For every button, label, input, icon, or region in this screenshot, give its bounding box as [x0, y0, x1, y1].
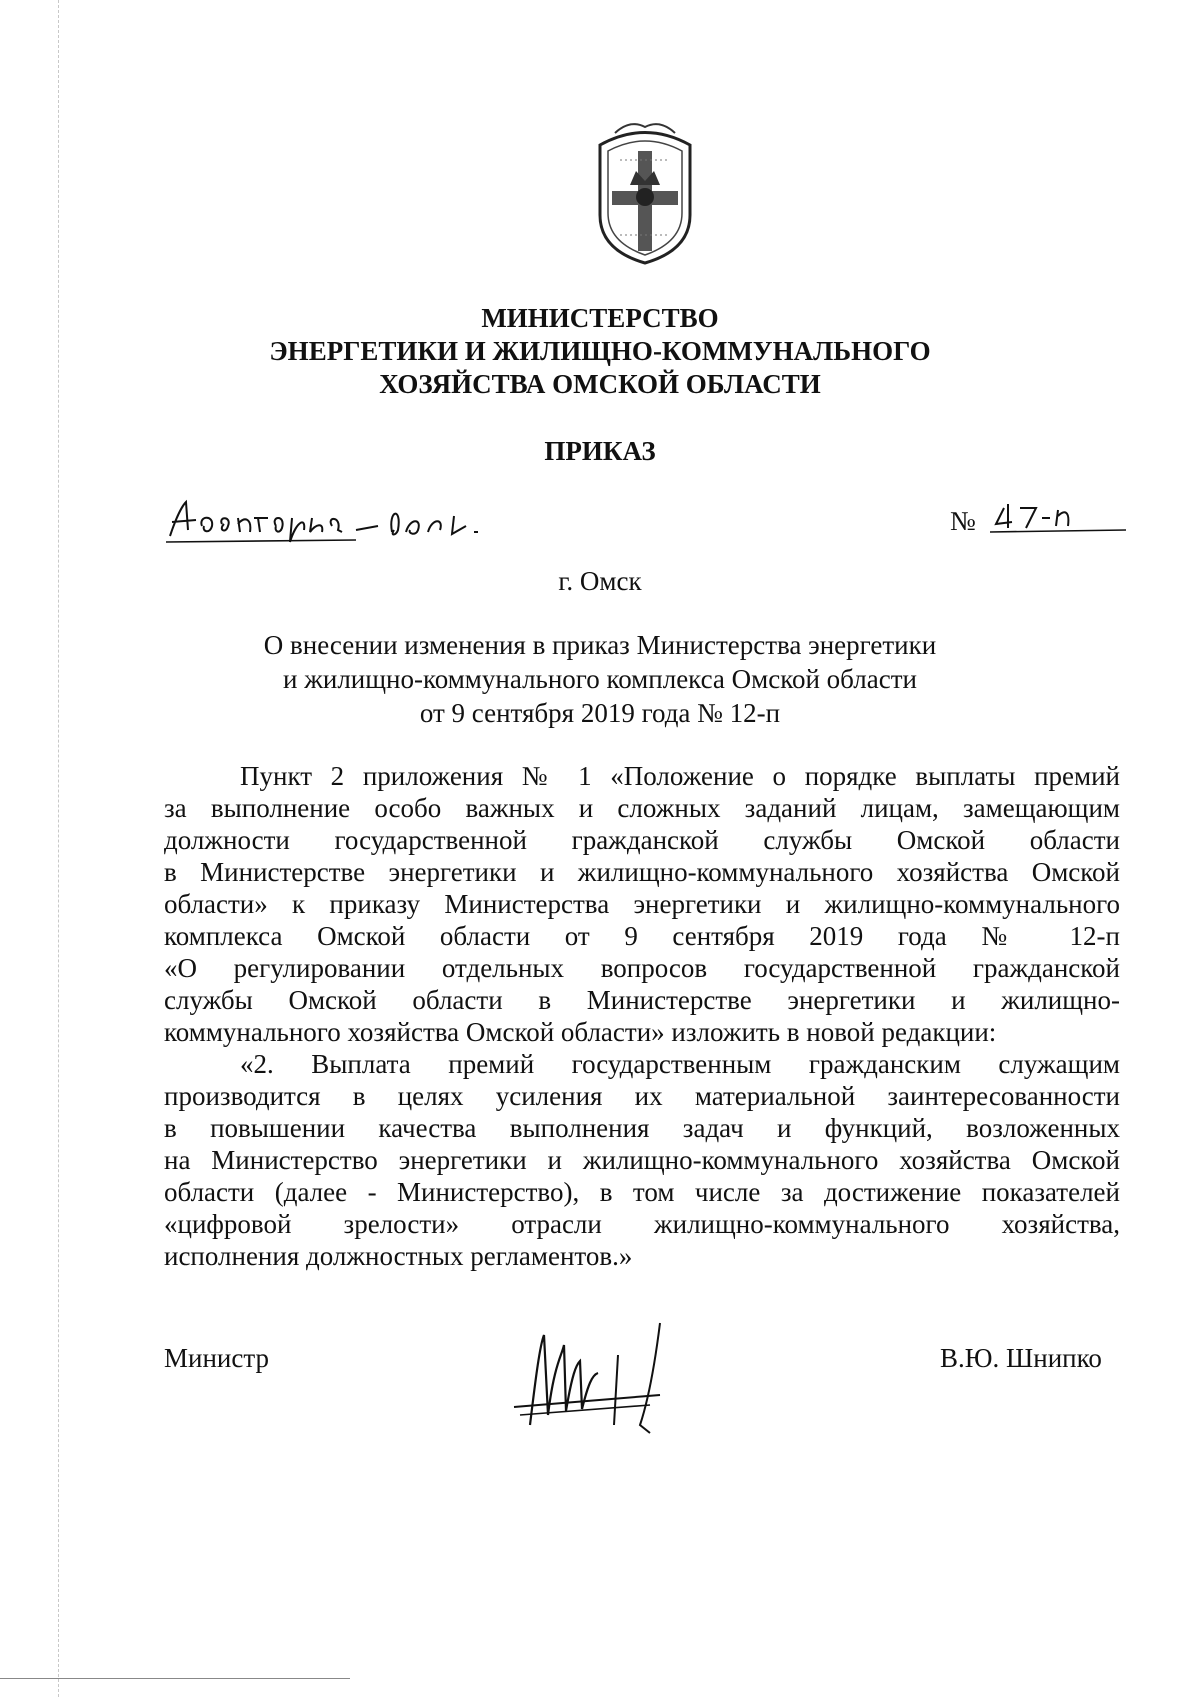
body-line: Пункт 2 приложения № 1 «Положение о порядке выплаты премий — [240, 761, 1120, 791]
ministry-name — [0, 302, 1200, 401]
order-number-sign: № — [950, 506, 976, 536]
document-type-title: ПРИКАЗ — [544, 436, 656, 466]
subject-line: О внесении изменения в приказ Министерства энергетики — [263, 630, 937, 660]
body-line: области (далее - Министерство), в том числе за достижение показателей — [164, 1177, 1120, 1207]
body-line: комплекса Омской области от 9 сентября 2019 года № 12-п — [164, 921, 1120, 951]
subject-line: и жилищно-коммунального комплекса Омской области — [283, 664, 917, 694]
body-line: за выполнение особо важных и сложных заданий лицам, замещающим — [164, 793, 1120, 823]
body-line: исполнения должностных регламентов.» — [164, 1241, 633, 1271]
body-line: производится в целях усиления их материальной заинтересованности — [164, 1081, 1120, 1111]
body-line: коммунального хозяйства Омской области» изложить в новой редакции: — [164, 1017, 997, 1047]
coat-of-arms-icon — [570, 115, 720, 265]
order-subject — [0, 628, 1200, 730]
body-line: на Министерство энергетики и жилищно-коммунального хозяйства Омской — [164, 1145, 1120, 1175]
body-line: «О регулировании отдельных вопросов государственной гражданской — [164, 953, 1120, 983]
body-line: «2. Выплата премий государственным гражданским служащим — [240, 1049, 1120, 1079]
body-line: в Министерстве энергетики и жилищно-коммунального хозяйства Омской — [164, 857, 1120, 887]
body-line: области» к приказу Министерства энергетики и жилищно-коммунального — [164, 889, 1120, 919]
ministry-line-3: ХОЗЯЙСТВА ОМСКОЙ ОБЛАСТИ — [379, 369, 821, 399]
body-line: «цифровой зрелости» отрасли жилищно-коммунального хозяйства, — [164, 1209, 1120, 1239]
scan-left-edge — [58, 0, 59, 1697]
handwritten-date — [166, 496, 526, 546]
order-body — [164, 760, 1120, 1272]
city: г. Омск — [558, 566, 642, 596]
body-line: службы Омской области в Министерстве энергетики и жилищно- — [164, 985, 1120, 1015]
handwritten-signature — [510, 1315, 710, 1455]
handwritten-order-number — [990, 498, 1130, 538]
scan-bottom-edge — [0, 1678, 350, 1679]
signer-role: Министр — [164, 1343, 269, 1373]
signer-name: В.Ю. Шнипко — [940, 1343, 1102, 1373]
body-line: в повышении качества выполнения задач и функций, возложенных — [164, 1113, 1120, 1143]
body-line: должности государственной гражданской службы Омской области — [164, 825, 1120, 855]
ministry-line-1: МИНИСТЕРСТВО — [481, 303, 719, 333]
subject-line: от 9 сентября 2019 года № 12-п — [419, 698, 781, 728]
ministry-line-2: ЭНЕРГЕТИКИ И ЖИЛИЩНО-КОММУНАЛЬНОГО — [269, 336, 931, 366]
